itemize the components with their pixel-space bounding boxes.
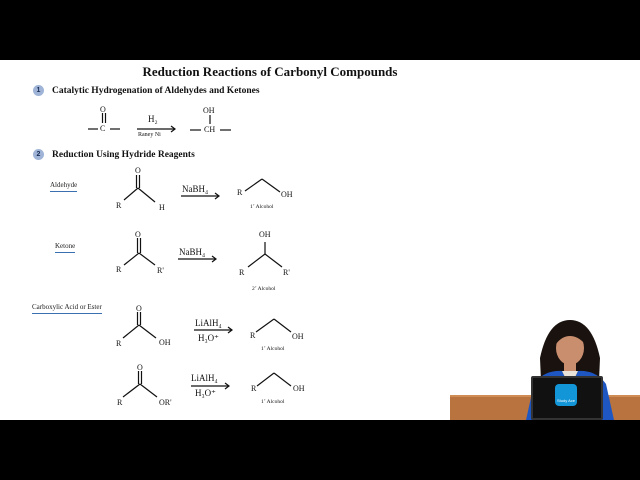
hydrogenation-product-hydroxyl: OH <box>203 106 215 115</box>
aldehyde-hydrogen: H <box>159 203 165 212</box>
hydrogenation-reactant-oxygen: O <box>100 105 106 114</box>
section-2-label: Reduction Using Hydride Reagents <box>52 149 195 160</box>
ketone-label-text: Ketone <box>55 242 76 250</box>
hydrogenation-reagent: H₂ <box>148 114 158 124</box>
hydrogenation-product-carbon: CH <box>204 125 216 134</box>
hydrogenation-catalyst: Raney Ni <box>138 132 161 138</box>
aldehyde-product-caption: 1˚ Alcohol <box>250 204 274 210</box>
carboxylic-acid-label <box>32 303 102 314</box>
letterbox-bottom <box>0 420 640 480</box>
lecture-slide <box>0 60 640 420</box>
carboxylic-acid-label-text: Carboxylic Acid or Ester <box>32 303 102 311</box>
aldehyde-reagent: NaBH₄ <box>182 184 209 194</box>
ketone-product-oh: OH <box>259 230 271 239</box>
letterbox-top <box>0 0 640 60</box>
ketone-label <box>55 242 75 253</box>
ester-reagent-2: H₃O⁺ <box>195 388 216 398</box>
aldehyde-product-oh: OH <box>281 190 293 199</box>
ester-product-oh: OH <box>293 384 305 393</box>
section-1-number-badge: 1 <box>33 85 44 96</box>
ester-oxygen: O <box>137 363 143 372</box>
ester-r-group: R <box>117 398 123 407</box>
ketone-product-r-prime: R' <box>283 268 290 277</box>
aldehyde-label <box>50 181 77 192</box>
ketone-product-r: R <box>239 268 245 277</box>
ester-product-r: R <box>251 384 257 393</box>
logo-text: Study Ace <box>556 398 575 403</box>
brand-logo-icon <box>555 384 577 406</box>
ester-product-caption: 1˚ Alcohol <box>261 399 285 405</box>
ketone-product-caption: 2˚ Alcohol <box>252 286 276 292</box>
aldehyde-oxygen: O <box>135 166 141 175</box>
acid-r-group: R <box>116 339 122 348</box>
ketone-r-prime: R' <box>157 266 164 275</box>
acid-oxygen: O <box>136 304 142 313</box>
section-1-label: Catalytic Hydrogenation of Aldehydes and Ketones <box>52 85 260 96</box>
acid-product-caption: 1˚ Alcohol <box>261 346 285 352</box>
slide-title: Reduction Reactions of Carbonyl Compounds <box>142 64 398 79</box>
acid-product-oh: OH <box>292 332 304 341</box>
ester-reagent-1: LiAlH₄ <box>191 373 218 383</box>
ketone-oxygen: O <box>135 230 141 239</box>
section-2-number-badge: 2 <box>33 149 44 160</box>
acid-reagent-2: H₃O⁺ <box>198 333 219 343</box>
aldehyde-r-group: R <box>116 201 122 210</box>
hydrogenation-reactant-carbon: C <box>100 124 106 133</box>
ketone-r-group: R <box>116 265 122 274</box>
aldehyde-label-text: Aldehyde <box>50 181 78 189</box>
ketone-reagent: NaBH₄ <box>179 247 206 257</box>
acid-hydroxyl: OH <box>159 338 171 347</box>
ester-alkoxy: OR' <box>159 398 172 407</box>
acid-reagent-1: LiAlH₄ <box>195 318 222 328</box>
acid-product-r: R <box>250 331 256 340</box>
aldehyde-product-r: R <box>237 188 243 197</box>
